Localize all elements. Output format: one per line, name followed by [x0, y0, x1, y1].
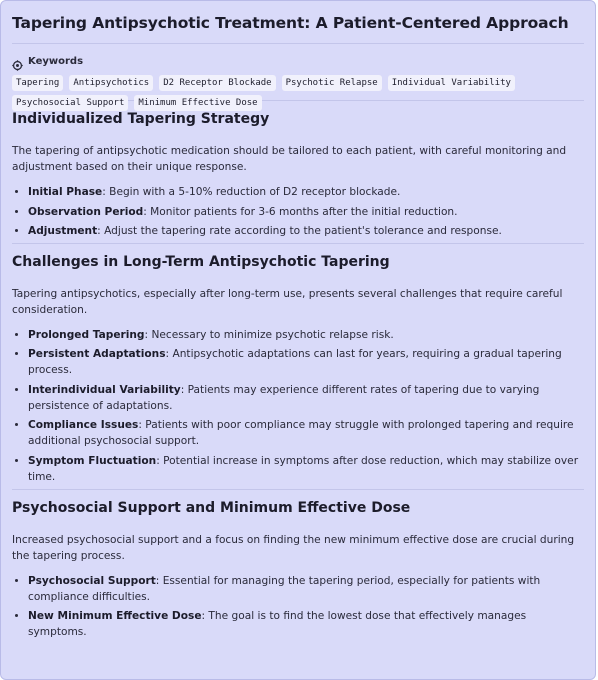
section-challenges — [12, 244, 584, 485]
item-term: New Minimum Effective Dose — [28, 610, 202, 622]
item-text: : Antipsychotic adaptations can last for years, requiring a gradual tapering process. — [28, 348, 562, 376]
keyword-tag: D2 Receptor Blockade — [159, 75, 275, 91]
item-text: : Monitor patients for 3-6 months after the initial reduction. — [143, 205, 458, 218]
list-item — [28, 204, 584, 220]
list-item — [28, 417, 584, 449]
item-term: Initial Phase — [28, 186, 103, 198]
item-term: Persistent Adaptations — [28, 348, 166, 360]
item-text: : Begin with a 5-10% reduction of D2 receptor blockade. — [102, 186, 401, 198]
keywords-block — [12, 53, 584, 108]
page-title: Tapering Antipsychotic Treatment: A Patient-Centered Approach — [12, 14, 569, 32]
item-text: : Adjust the tapering rate according to the patient's tolerance and response. — [97, 225, 502, 237]
item-text: : Patients with poor compliance may struggle with prolonged tapering and require additional psychosocial support. — [28, 419, 574, 447]
section-heading: Challenges in Long-Term Antipsychotic Tapering — [12, 253, 390, 270]
list-item — [28, 184, 584, 200]
section-intro: The tapering of antipsychotic medication should be tailored to each patient, with careful monitoring and adjustment based on their unique response. — [12, 145, 567, 173]
item-text: : Patients may experience different rates of tapering due to varying persistence of adaptations. — [28, 383, 540, 412]
bullet-list — [12, 573, 584, 641]
keywords-label: Keywords — [28, 55, 84, 67]
list-item — [28, 453, 584, 485]
section-individualized-tapering — [12, 101, 584, 239]
item-term: Psychosocial Support — [28, 574, 156, 587]
keyword-tag: Tapering — [12, 75, 63, 91]
keyword-tag: Psychosocial Support — [12, 95, 128, 111]
section-intro: Increased psychosocial support and a focus on finding the new minimum effective dose are crucial during the tapering process. — [12, 533, 575, 562]
item-term: Adjustment — [28, 225, 98, 237]
bullet-list — [12, 327, 584, 485]
list-item — [28, 382, 584, 414]
section-intro: Tapering antipsychotics, especially after long-term use, presents several challenges that require careful consideration. — [12, 287, 563, 316]
list-item — [28, 223, 584, 239]
keyword-tag: Minimum Effective Dose — [134, 95, 261, 111]
list-item — [28, 346, 584, 378]
item-term: Observation Period — [28, 205, 144, 218]
settings-icon — [12, 56, 23, 67]
item-text: : Potential increase in symptoms after dose reduction, which may stabilize over time. — [28, 454, 579, 483]
list-item — [28, 608, 584, 640]
section-psychosocial-support — [12, 490, 584, 641]
item-text: : The goal is to find the lowest dose that effectively manages symptoms. — [28, 610, 527, 638]
divider — [12, 43, 584, 44]
list-item — [28, 327, 584, 343]
list-item — [28, 573, 584, 605]
item-text: : Necessary to minimize psychotic relapse risk. — [144, 328, 394, 341]
keyword-tag: Psychotic Relapse — [282, 75, 382, 91]
bullet-list — [12, 184, 584, 239]
item-term: Interindividual Variability — [28, 383, 181, 396]
item-text: : Essential for managing the tapering period, especially for patients with compliance difficulties. — [28, 574, 541, 603]
section-heading: Individualized Tapering Strategy — [12, 111, 270, 127]
item-term: Symptom Fluctuation — [28, 454, 157, 467]
keyword-tag: Individual Variability — [388, 75, 515, 91]
section-heading: Psychosocial Support and Minimum Effective Dose — [12, 499, 411, 516]
item-term: Prolonged Tapering — [28, 328, 145, 341]
keyword-tag: Antipsychotics — [69, 75, 153, 91]
item-term: Compliance Issues — [28, 419, 139, 431]
